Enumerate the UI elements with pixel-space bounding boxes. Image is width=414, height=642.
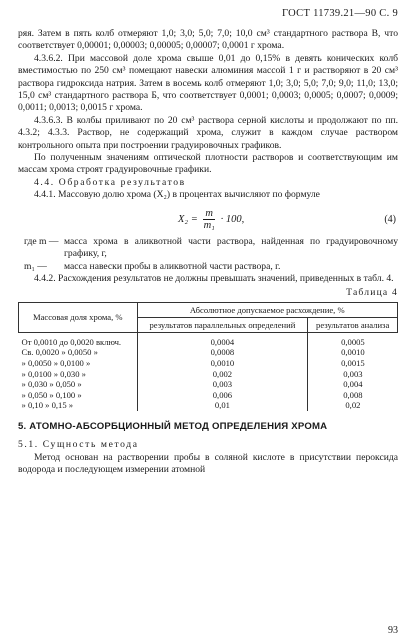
definitions xyxy=(24,236,398,273)
table-cell-range: » 0,050 » 0,100 » xyxy=(21,389,82,400)
paragraph-4-4-2: 4.4.2. Расхождения результатов не должны превышать значений, приведенных в табл. 4. xyxy=(34,272,394,284)
table-row xyxy=(19,347,398,358)
paragraph-4-4-1: 4.4.1. Массовую долю хрома (X₂) в процентах вычисляют по формуле xyxy=(34,189,320,201)
table-row xyxy=(19,390,398,401)
table-cell-parallel: 0,01 xyxy=(137,400,308,411)
table-cell-parallel: 0,0008 xyxy=(137,347,308,358)
running-header: ГОСТ 11739.21—90 С. 9 xyxy=(282,8,398,19)
table-header-group: Абсолютное допускаемое расхождение, % xyxy=(137,302,397,317)
paragraph-graphs: По полученным значениям оптической плотности растворов и соответствующим им массам хрома строят градуировочные графики. xyxy=(18,152,398,176)
table-row xyxy=(19,400,398,411)
formula-denominator: m₁ xyxy=(203,219,215,231)
definition-key: где m — xyxy=(24,235,59,247)
table-cell-range: » 0,030 » 0,050 » xyxy=(21,379,82,390)
table-header-parallel: результатов параллельных определений xyxy=(137,317,308,332)
table-cell-range: » 0,0100 » 0,030 » xyxy=(21,368,86,379)
table-cell-range: » 0,0050 » 0,0100 » xyxy=(21,357,91,368)
table-cell-analysis: 0,0015 xyxy=(308,358,398,369)
section-5-heading: 5. АТОМНО-АБСОРБЦИОННЫЙ МЕТОД ОПРЕДЕЛЕНИЯ ХРОМА xyxy=(18,420,328,432)
table-row xyxy=(19,379,398,390)
definition-m1 xyxy=(24,261,398,273)
definition-m xyxy=(24,236,398,261)
document-body xyxy=(18,28,398,477)
table-cell-parallel: 0,003 xyxy=(137,379,308,390)
table-cell-analysis: 0,004 xyxy=(308,379,398,390)
paragraph-4-3-6-2: 4.3.6.2. При массовой доле хрома свыше 0,01 до 0,15% в девять конических колб вместимостью по 250 см³ помещают навески алюминия массой 1 г и растворяют в 20 см³ раствора гидроксида натрия. Затем в восемь колб отмеряют 1,0; 3,0; 5,0; 7,0; 9,0; 11,0; 13,0; 15,0 см³ стандартного раствора Б, что соответствует 0,0001; 0,0003; 0,0005; 0,0007; 0,0009; 0,0011; 0,0013; 0,0015 г хрома. xyxy=(18,52,398,114)
table-cell-analysis: 0,02 xyxy=(308,400,398,411)
table-cell-analysis: 0,003 xyxy=(308,369,398,380)
table-cell-parallel: 0,0004 xyxy=(137,332,308,347)
table-cell-analysis: 0,008 xyxy=(308,390,398,401)
subsection-5-1-heading: 5.1. Сущность метода xyxy=(18,439,139,451)
definition-key: m₁ — xyxy=(24,260,47,272)
table-row xyxy=(19,369,398,380)
formula-fraction xyxy=(203,208,215,231)
table-row xyxy=(19,358,398,369)
paragraph-cont: ряя. Затем в пять колб отмеряют 1,0; 3,0; 5,0; 7,0; 10,0 см³ стандартного раствора В, что соответствует 0,00001; 0,00003; 0,00005; 0,00007; 0,0001 г хрома. xyxy=(18,28,398,52)
table-cell-analysis: 0,0005 xyxy=(308,332,398,347)
table-4 xyxy=(18,302,398,411)
table-cell-parallel: 0,0010 xyxy=(137,358,308,369)
paragraph-5-1: Метод основан на растворении пробы в соляной кислоте в присутствии пероксида водорода и последующем измерении атомной xyxy=(18,451,398,476)
page-number: 93 xyxy=(388,625,398,636)
table-header-analysis: результатов анализа xyxy=(308,317,398,332)
formula-number: (4) xyxy=(384,213,396,225)
formula xyxy=(18,204,398,234)
table-cell-analysis: 0,0010 xyxy=(308,347,398,358)
table-cell-range: » 0,10 » 0,15 » xyxy=(21,400,74,411)
subsection-4-4-heading: 4.4. Обработка результатов xyxy=(34,176,186,188)
table-header-fraction: Массовая доля хрома, % xyxy=(19,302,138,332)
table-cell-parallel: 0,002 xyxy=(137,369,308,380)
table-cell-range: От 0,0010 до 0,0020 включ. xyxy=(21,336,122,347)
table-cell-range: Св. 0,0020 » 0,0050 » xyxy=(21,347,98,358)
table-caption: Таблица 4 xyxy=(346,287,398,299)
formula-lhs: X₂ = xyxy=(178,213,198,225)
formula-rhs: · 100, xyxy=(220,213,245,225)
definition-text: масса хрома в аликвотной части раствора, найденная по градуировочному графику, г, xyxy=(64,235,398,260)
paragraph-4-3-6-3: 4.3.6.3. В колбы приливают по 20 см³ раствора серной кислоты и продолжают по пп. 4.3.2; 4.3.3. Раствор, не содержащий хрома, служит в каждом случае раствором контрольного опыта при построении градуировочных графиков. xyxy=(18,114,398,151)
table-cell-parallel: 0,006 xyxy=(137,390,308,401)
table-row xyxy=(19,332,398,347)
formula-numerator: m xyxy=(205,207,213,219)
definition-text: масса навески пробы в аликвотной части раствора, г. xyxy=(64,260,281,272)
